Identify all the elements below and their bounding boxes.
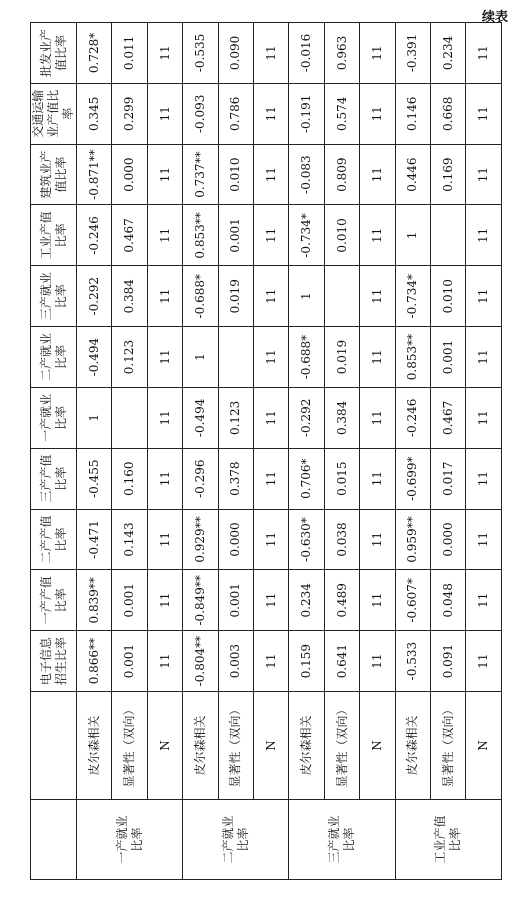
table-row	[324, 23, 359, 880]
column-header	[31, 144, 77, 205]
column-header-label: 一产就业比率	[38, 393, 68, 442]
value-cell: 11	[147, 509, 182, 570]
value-cell: 11	[254, 387, 289, 448]
value-cell: 0.467	[431, 387, 466, 448]
value-cell: -0.246	[395, 387, 430, 448]
value-cell: 0.866**	[77, 631, 112, 692]
value-cell: 11	[254, 327, 289, 388]
stat-label: 显著性（双向）	[218, 692, 253, 800]
correlation-table	[30, 22, 502, 880]
table-row	[112, 23, 147, 880]
value-cell: 11	[360, 509, 395, 570]
value-cell: 0.000	[431, 509, 466, 570]
row-group-label	[395, 800, 501, 880]
value-cell: -0.093	[183, 83, 218, 144]
column-header	[31, 23, 77, 84]
value-cell: -0.292	[77, 266, 112, 327]
value-cell: -0.607*	[395, 570, 430, 631]
table-row	[360, 23, 395, 880]
value-cell: 11	[254, 266, 289, 327]
stat-label: N	[147, 692, 182, 800]
stat-label: 皮尔森相关	[289, 692, 324, 800]
value-cell: 11	[360, 327, 395, 388]
value-cell: 0.959**	[395, 509, 430, 570]
value-cell: 0.737**	[183, 144, 218, 205]
value-cell: 11	[360, 387, 395, 448]
column-header-label: 建筑业产值比率	[38, 150, 68, 199]
value-cell: 0.345	[77, 83, 112, 144]
value-cell: 0.839**	[77, 570, 112, 631]
value-cell: 0.019	[218, 266, 253, 327]
value-cell: 0.728*	[77, 23, 112, 84]
column-header	[31, 509, 77, 570]
value-cell: -0.083	[289, 144, 324, 205]
value-cell: 11	[360, 570, 395, 631]
value-cell: 11	[360, 23, 395, 84]
value-cell: 0.446	[395, 144, 430, 205]
column-header	[31, 83, 77, 144]
column-header	[31, 448, 77, 509]
column-header-label: 批发业产值比率	[38, 28, 68, 77]
stat-label: 显著性（双向）	[431, 692, 466, 800]
value-cell: 0.963	[324, 23, 359, 84]
value-cell: 0.090	[218, 23, 253, 84]
value-cell	[324, 266, 359, 327]
value-cell: 11	[466, 387, 502, 448]
value-cell: 11	[147, 144, 182, 205]
column-header-label: 交通运输业产值比率	[31, 89, 75, 138]
value-cell: 0.010	[218, 144, 253, 205]
value-cell: 0.234	[289, 570, 324, 631]
value-cell: 11	[466, 23, 502, 84]
value-cell: 1	[289, 266, 324, 327]
value-cell: 11	[360, 631, 395, 692]
value-cell: 1	[183, 327, 218, 388]
value-cell: 0.000	[112, 144, 147, 205]
stat-label: 皮尔森相关	[183, 692, 218, 800]
table-row	[466, 23, 502, 880]
value-cell	[218, 327, 253, 388]
table-row	[431, 23, 466, 880]
value-cell: -0.471	[77, 509, 112, 570]
correlation-table-rotated	[30, 22, 502, 880]
value-cell: -0.296	[183, 448, 218, 509]
stat-label: N	[254, 692, 289, 800]
value-cell: 11	[254, 144, 289, 205]
row-group-label	[77, 800, 183, 880]
value-cell: -0.246	[77, 205, 112, 266]
stat-label: 显著性（双向）	[112, 692, 147, 800]
value-cell: 11	[360, 83, 395, 144]
value-cell: 0.123	[112, 327, 147, 388]
table-body	[77, 23, 502, 880]
column-header-label: 一产产值比率	[38, 576, 68, 625]
value-cell: 0.467	[112, 205, 147, 266]
value-cell: -0.191	[289, 83, 324, 144]
value-cell	[431, 205, 466, 266]
table-row	[77, 23, 112, 880]
value-cell: 11	[147, 83, 182, 144]
table-row	[183, 23, 218, 880]
value-cell: 0.853**	[395, 327, 430, 388]
column-header-label: 二产产值比率	[38, 515, 68, 564]
column-header	[31, 631, 77, 692]
value-cell: 0.574	[324, 83, 359, 144]
value-cell: 11	[147, 205, 182, 266]
value-cell: 0.378	[218, 448, 253, 509]
value-cell: 11	[254, 448, 289, 509]
value-cell: 11	[147, 266, 182, 327]
value-cell: 0.668	[431, 83, 466, 144]
value-cell: 0.853**	[183, 205, 218, 266]
value-cell: 0.169	[431, 144, 466, 205]
value-cell: 11	[466, 83, 502, 144]
value-cell: 11	[466, 570, 502, 631]
value-cell: 11	[360, 266, 395, 327]
column-header	[31, 327, 77, 388]
value-cell: 0.786	[218, 83, 253, 144]
value-cell: 11	[254, 509, 289, 570]
value-cell: -0.292	[289, 387, 324, 448]
stat-label: 皮尔森相关	[395, 692, 430, 800]
value-cell: 11	[466, 144, 502, 205]
value-cell: -0.849**	[183, 570, 218, 631]
column-header-label: 三产产值比率	[38, 454, 68, 503]
row-group-text: 工业产值比率	[433, 815, 463, 864]
column-header	[31, 205, 77, 266]
value-cell: 0.489	[324, 570, 359, 631]
value-cell: 0.299	[112, 83, 147, 144]
value-cell: 11	[147, 23, 182, 84]
value-cell: 0.641	[324, 631, 359, 692]
table-row	[289, 23, 324, 880]
stat-label: 显著性（双向）	[324, 692, 359, 800]
value-cell: 11	[147, 631, 182, 692]
value-cell: 11	[147, 570, 182, 631]
stat-label: N	[360, 692, 395, 800]
value-cell: 0.003	[218, 631, 253, 692]
column-header-label: 工业产值比率	[38, 211, 68, 260]
value-cell: 0.001	[112, 570, 147, 631]
row-group-label	[183, 800, 289, 880]
stat-label: 皮尔森相关	[77, 692, 112, 800]
row-group-text: 二产就业比率	[220, 815, 250, 864]
value-cell: 11	[254, 205, 289, 266]
table-row	[218, 23, 253, 880]
value-cell: -0.734*	[395, 266, 430, 327]
column-header-label: 电子信息招生比率	[38, 637, 68, 686]
value-cell: 11	[147, 387, 182, 448]
value-cell: 11	[147, 448, 182, 509]
row-group-text: 一产就业比率	[114, 815, 144, 864]
value-cell: -0.533	[395, 631, 430, 692]
value-cell: 1	[395, 205, 430, 266]
value-cell: 0.010	[431, 266, 466, 327]
value-cell: 0.234	[431, 23, 466, 84]
table-row	[395, 23, 430, 880]
value-cell: -0.016	[289, 23, 324, 84]
continued-label: 续表	[481, 10, 508, 25]
value-cell: 11	[466, 448, 502, 509]
value-cell: 11	[254, 83, 289, 144]
value-cell: 0.001	[218, 205, 253, 266]
value-cell: -0.804**	[183, 631, 218, 692]
value-cell: 0.159	[289, 631, 324, 692]
value-cell: 11	[147, 327, 182, 388]
value-cell: -0.391	[395, 23, 430, 84]
value-cell: 0.019	[324, 327, 359, 388]
value-cell: -0.871**	[77, 144, 112, 205]
value-cell: 0.001	[112, 631, 147, 692]
value-cell: -0.494	[77, 327, 112, 388]
value-cell: 0.929**	[183, 509, 218, 570]
value-cell: -0.688*	[183, 266, 218, 327]
column-header-row	[31, 23, 77, 880]
row-group-text: 三产就业比率	[327, 815, 357, 864]
value-cell: -0.455	[77, 448, 112, 509]
value-cell: 0.146	[395, 83, 430, 144]
value-cell: 0.123	[218, 387, 253, 448]
value-cell: 1	[77, 387, 112, 448]
column-header	[31, 387, 77, 448]
value-cell: 0.001	[218, 570, 253, 631]
table-row	[147, 23, 182, 880]
value-cell: -0.494	[183, 387, 218, 448]
value-cell: 0.000	[218, 509, 253, 570]
value-cell: 0.384	[112, 266, 147, 327]
value-cell: 0.143	[112, 509, 147, 570]
value-cell: 11	[466, 266, 502, 327]
value-cell: 11	[254, 570, 289, 631]
value-cell: 0.011	[112, 23, 147, 84]
value-cell: 11	[254, 631, 289, 692]
value-cell: 0.001	[431, 327, 466, 388]
value-cell: 11	[360, 448, 395, 509]
value-cell: 0.048	[431, 570, 466, 631]
row-group-label	[289, 800, 395, 880]
column-header-label: 三产就业比率	[38, 272, 68, 321]
value-cell: 11	[360, 205, 395, 266]
value-cell: 0.809	[324, 144, 359, 205]
value-cell: -0.688*	[289, 327, 324, 388]
stat-label: N	[466, 692, 502, 800]
value-cell: 11	[466, 327, 502, 388]
corner-cell	[31, 800, 77, 880]
value-cell: 11	[360, 144, 395, 205]
value-cell: 0.160	[112, 448, 147, 509]
value-cell: 0.015	[324, 448, 359, 509]
value-cell: 0.010	[324, 205, 359, 266]
corner-cell	[31, 692, 77, 800]
value-cell: -0.630*	[289, 509, 324, 570]
value-cell: -0.699*	[395, 448, 430, 509]
value-cell	[112, 387, 147, 448]
table-row	[254, 23, 289, 880]
value-cell: 11	[254, 23, 289, 84]
value-cell: 11	[466, 631, 502, 692]
value-cell: 0.017	[431, 448, 466, 509]
value-cell: 11	[466, 509, 502, 570]
value-cell: 0.706*	[289, 448, 324, 509]
value-cell: 0.091	[431, 631, 466, 692]
value-cell: -0.734*	[289, 205, 324, 266]
column-header	[31, 570, 77, 631]
value-cell: 0.038	[324, 509, 359, 570]
column-header	[31, 266, 77, 327]
value-cell: -0.535	[183, 23, 218, 84]
value-cell: 11	[466, 205, 502, 266]
column-header-label: 二产就业比率	[38, 333, 68, 382]
value-cell: 0.384	[324, 387, 359, 448]
